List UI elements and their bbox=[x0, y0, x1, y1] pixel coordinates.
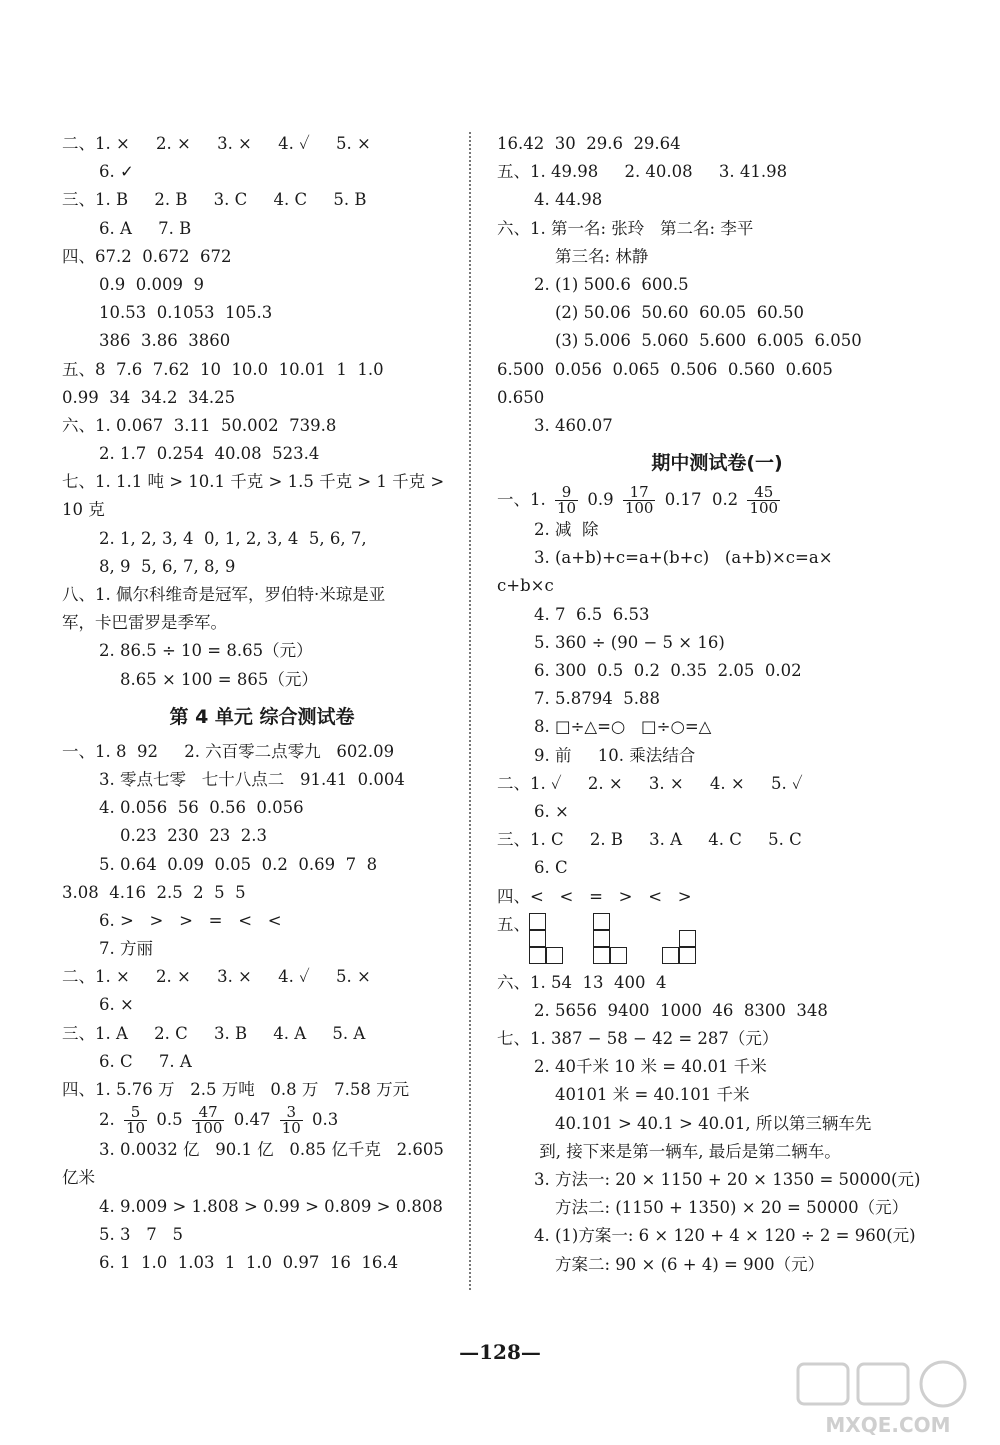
denominator: 100 bbox=[624, 499, 654, 518]
answer-line: 3.08 4.16 2.5 2 5 5 bbox=[62, 882, 246, 902]
answer-line: 9. 前 10. 乘法结合 bbox=[534, 745, 696, 765]
answer-line: 6. 300 0.5 0.2 0.35 2.05 0.02 bbox=[534, 661, 802, 680]
page-number: —128— bbox=[459, 1340, 541, 1364]
answer-line: 5. 0.64 0.09 0.05 0.2 0.69 7 8 bbox=[99, 854, 378, 874]
answer-line: 6. C bbox=[534, 858, 568, 878]
answer-line: 二、1. ✓ 2. × 3. × 4. × 5. ✓ bbox=[497, 773, 803, 793]
answer-line: 6. 1 1.0 1.03 1 1.0 0.97 16 16.4 bbox=[99, 1252, 399, 1272]
denominator: 10 bbox=[126, 1119, 146, 1138]
text-segment: 0.17 0.2 bbox=[659, 490, 744, 510]
answer-line: 0.99 34 34.2 34.25 bbox=[62, 387, 236, 407]
text-segment: 一、1. bbox=[497, 490, 551, 510]
view-drawing bbox=[593, 913, 627, 964]
text-segment: 0.5 bbox=[151, 1110, 188, 1130]
answer-line: 3. 460.07 bbox=[534, 415, 613, 435]
view-drawing bbox=[662, 930, 696, 964]
answer-line: 五、1. 49.98 2. 40.08 3. 41.98 bbox=[497, 162, 788, 182]
numerator: 47 bbox=[192, 1105, 225, 1121]
answer-line: 六、1. 54 13 400 4 bbox=[497, 972, 667, 992]
answer-line: 6. ✓ bbox=[99, 162, 134, 182]
shapes-answer bbox=[497, 911, 937, 969]
answer-line: 6. × bbox=[99, 995, 134, 1015]
answer-line: 方案二: 90 × (6 + 4) = 900（元） bbox=[555, 1254, 825, 1274]
answer-line: 8. □÷△=○ □÷○=△ bbox=[534, 717, 712, 737]
denominator: 100 bbox=[193, 1119, 223, 1138]
answer-line: 0.650 bbox=[497, 387, 545, 407]
answer-line: 7. 方丽 bbox=[99, 939, 153, 959]
answer-line: 386 3.86 3860 bbox=[99, 331, 231, 351]
fraction bbox=[555, 485, 578, 516]
watermark-text: MXQE.COM bbox=[825, 1413, 951, 1437]
answer-line: 4. 44.98 bbox=[534, 190, 603, 210]
answer-line: 5. 360 ÷ (90 − 5 × 16) bbox=[534, 632, 725, 652]
answer-line: 4. 9.009 > 1.808 > 0.99 > 0.809 > 0.808 bbox=[99, 1196, 443, 1216]
answer-line: 4. 7 6.5 6.53 bbox=[534, 604, 650, 624]
answer-line: 6. × bbox=[534, 801, 569, 821]
denominator: 10 bbox=[281, 1119, 301, 1138]
column-divider bbox=[469, 132, 471, 1290]
answer-line: 五、8 7.6 7.62 10 10.0 10.01 1 1.0 bbox=[62, 359, 384, 379]
fraction bbox=[124, 1105, 147, 1136]
answer-line: 4. (1)方案一: 6 × 120 + 4 × 120 ÷ 2 = 960(元) bbox=[534, 1226, 916, 1246]
answer-line: 2. (1) 500.6 600.5 bbox=[534, 274, 689, 294]
section-heading: 第 4 单元 综合测试卷 bbox=[169, 705, 355, 728]
section-heading: 期中测试卷(一) bbox=[651, 452, 783, 475]
answer-line: 3. 方法一: 20 × 1150 + 20 × 1350 = 50000(元) bbox=[534, 1170, 921, 1189]
answer-line: 6. > > > = < < bbox=[99, 910, 282, 930]
answer-line: 三、1. C 2. B 3. A 4. C 5. C bbox=[497, 830, 802, 850]
denominator: 100 bbox=[749, 499, 779, 518]
numerator: 9 bbox=[555, 485, 578, 501]
answer-line: 八、1. 佩尔科维奇是冠军，罗伯特·米琼是亚 bbox=[62, 585, 386, 604]
answer-line: 0.23 230 23 2.3 bbox=[120, 826, 267, 846]
answer-line: (2) 50.06 50.60 60.05 60.50 bbox=[555, 303, 805, 323]
left-column bbox=[62, 130, 462, 1277]
answer-line: 2. 减 除 bbox=[534, 520, 599, 540]
answer-line: 2. 40千米 10 米 = 40.01 千米 bbox=[534, 1057, 767, 1077]
numerator: 5 bbox=[124, 1105, 147, 1121]
answer-line: 5. 3 7 5 bbox=[99, 1224, 183, 1244]
answer-line: 一、1. 8 92 2. 六百零二点零九 602.09 bbox=[62, 741, 395, 761]
answer-line: 七、1. 1.1 吨 > 10.1 千克 > 1.5 千克 > 1 千克 > bbox=[62, 472, 445, 492]
fraction bbox=[747, 485, 780, 516]
answer-line: 四、67.2 0.672 672 bbox=[62, 246, 232, 266]
text-segment: 0.47 bbox=[228, 1110, 276, 1130]
answer-line: 方法二: (1150 + 1350) × 20 = 50000（元） bbox=[555, 1198, 909, 1218]
numerator: 45 bbox=[747, 485, 780, 501]
answer-line: 4. 0.056 56 0.56 0.056 bbox=[99, 798, 304, 818]
answer-line: 3. 零点七零 七十八点二 91.41 0.004 bbox=[99, 769, 405, 789]
answer-line: 四、< < = > < > bbox=[497, 886, 692, 906]
answer-line: 军，卡巴雷罗是季军。 bbox=[62, 613, 227, 633]
answer-line: 6.500 0.056 0.065 0.506 0.560 0.605 bbox=[497, 359, 833, 379]
shapes-label: 五、 bbox=[497, 914, 530, 934]
answer-line: 7. 5.8794 5.88 bbox=[534, 689, 660, 709]
fraction-answer-line bbox=[497, 484, 937, 516]
fraction bbox=[623, 485, 656, 516]
answer-line: 二、1. × 2. × 3. × 4. ✓ 5. × bbox=[62, 134, 371, 153]
answer-line: 6. A 7. B bbox=[99, 218, 192, 238]
view-drawing bbox=[529, 913, 563, 964]
answer-line: 三、1. A 2. C 3. B 4. A 5. A bbox=[62, 1023, 366, 1043]
answer-line: 二、1. × 2. × 3. × 4. ✓ 5. × bbox=[62, 967, 371, 987]
right-column bbox=[497, 130, 937, 1279]
text-segment: 2. bbox=[99, 1110, 120, 1130]
text-segment: 0.3 bbox=[306, 1110, 339, 1130]
numerator: 3 bbox=[280, 1105, 303, 1121]
answer-line: 6. C 7. A bbox=[99, 1051, 192, 1071]
answer-line: 亿米 bbox=[62, 1168, 95, 1188]
fraction bbox=[280, 1105, 303, 1136]
answer-line: 10 克 bbox=[62, 500, 105, 520]
answer-line: 第三名: 林静 bbox=[555, 246, 649, 266]
answer-line: 8.65 × 100 = 865（元） bbox=[120, 669, 318, 689]
answer-line: 2. 86.5 ÷ 10 = 8.65（元） bbox=[99, 641, 313, 661]
answer-line: 2. 5656 9400 1000 46 8300 348 bbox=[534, 1000, 828, 1020]
answer-line: 40101 米 = 40.101 千米 bbox=[555, 1085, 750, 1105]
answer-line: (3) 5.006 5.060 5.600 6.005 6.050 bbox=[555, 331, 862, 351]
text-segment: 0.9 bbox=[582, 490, 619, 510]
answer-line: 16.42 30 29.6 29.64 bbox=[497, 134, 681, 153]
answer-line: 10.53 0.1053 105.3 bbox=[99, 303, 273, 323]
answer-line: 0.9 0.009 9 bbox=[99, 274, 204, 294]
answer-line: 2. 1, 2, 3, 4 0, 1, 2, 3, 4 5, 6, 7, bbox=[99, 528, 367, 548]
answer-line: 3. 0.0032 亿 90.1 亿 0.85 亿千克 2.605 bbox=[99, 1140, 444, 1160]
answer-line: 七、1. 387 − 58 − 42 = 287（元） bbox=[497, 1029, 779, 1049]
answer-line: 四、1. 5.76 万 2.5 万吨 0.8 万 7.58 万元 bbox=[62, 1080, 410, 1099]
fraction-answer-line bbox=[62, 1104, 462, 1136]
answer-line: 三、1. B 2. B 3. C 4. C 5. B bbox=[62, 190, 367, 210]
numerator: 17 bbox=[623, 485, 656, 501]
answer-line: 2. 1.7 0.254 40.08 523.4 bbox=[99, 444, 320, 464]
answer-line: 8, 9 5, 6, 7, 8, 9 bbox=[99, 556, 236, 576]
fraction bbox=[192, 1105, 225, 1136]
answer-line: 3. (a+b)+c=a+(b+c) (a+b)×c=a× bbox=[534, 548, 833, 568]
answer-line: 40.101 > 40.1 > 40.01, 所以第三辆车先 bbox=[555, 1113, 872, 1133]
answer-line: c+b×c bbox=[497, 576, 554, 596]
answer-line: 六、1. 第一名: 张玲 第二名: 李平 bbox=[497, 218, 754, 238]
watermark-logo bbox=[788, 1360, 988, 1440]
denominator: 10 bbox=[557, 499, 577, 518]
answer-line: 到, 接下来是第一辆车, 最后是第二辆车。 bbox=[534, 1141, 841, 1161]
answer-line: 六、1. 0.067 3.11 50.002 739.8 bbox=[62, 415, 337, 435]
